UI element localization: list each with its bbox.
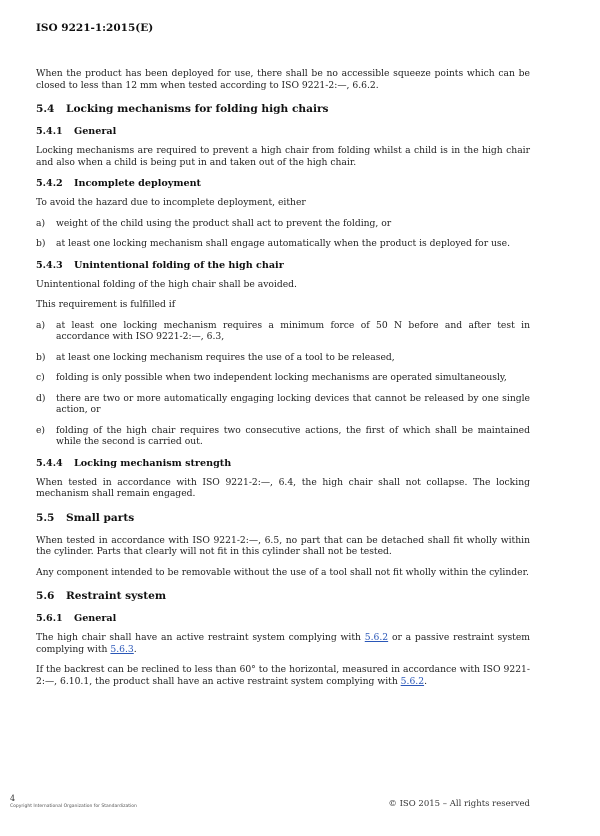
- section-5-4-1-text: Locking mechanisms are required to prevent a high chair from folding whilst a child is in the high chair and also when a child is being put in and taken out of the high chair.: [36, 145, 530, 168]
- intro-paragraph: When the product has been deployed for use, there shall be no accessible squeeze points which can be closed to less than 12 mm when tested according to ISO 9221-2:—, 6.6.2.: [36, 68, 530, 91]
- list-item: a) weight of the child using the product shall act to prevent the folding, or: [36, 217, 392, 229]
- link-5-6-2[interactable]: 5.6.2: [400, 675, 425, 687]
- list-item: e) folding of the high chair requires two consecutive actions, the first of which shall be maintained while the second is carried out.: [36, 424, 530, 447]
- section-5-6-1-text-2: If the backrest can be reclined to less than 60° to the horizontal, measured in accordance with ISO 9221-2:—, 6.10.1, the product shall have an active restraint system complying with 5.6.2.: [36, 664, 530, 687]
- list-item: b) at least one locking mechanism shall engage automatically when the product is deployed for use.: [36, 238, 511, 249]
- document-id-header: ISO 9221-1:2015(E): [36, 22, 154, 34]
- section-5-5-text-2: Any component intended to be removable without the use of a tool shall not fit wholly within the cylinder.: [36, 566, 529, 578]
- section-5-5-text-1: When tested in accordance with ISO 9221-2:—, 6.5, no part that can be detached shall fit wholly within the cylinder. Parts that clearly will not fit in this cylinder shall not be tested.: [36, 534, 530, 557]
- section-5-4-3-heading: 5.4.3 Unintentional folding of the high chair: [36, 259, 284, 271]
- section-5-4-heading: 5.4 Locking mechanisms for folding high chairs: [36, 103, 329, 115]
- list-item: a) at least one locking mechanism requires a minimum force of 50 N before and after test in accordance with ISO 9221-2:—, 6.3,: [36, 319, 530, 342]
- page-number: 4: [10, 794, 16, 803]
- section-5-5-heading: 5.5 Small parts: [36, 511, 135, 524]
- section-5-6-1-text-1: The high chair shall have an active restraint system complying with 5.6.2 or a passive restraint system complying with 5.6.3.: [36, 632, 531, 655]
- list-item: c) folding is only possible when two independent locking mechanisms are operated simultaneously,: [36, 372, 507, 383]
- link-5-6-3[interactable]: 5.6.3: [110, 643, 134, 655]
- section-5-4-4-heading: 5.4.4 Locking mechanism strength: [36, 457, 232, 469]
- section-5-4-3-text-2: This requirement is fulfilled if: [36, 299, 176, 310]
- section-5-4-1-heading: 5.4.1 General: [36, 126, 117, 137]
- section-5-4-2-text: To avoid the hazard due to incomplete deployment, either: [36, 197, 306, 208]
- document-body: [36, 68, 530, 696]
- copyright-notice: © ISO 2015 – All rights reserved: [388, 799, 530, 809]
- section-5-4-3-text-1: Unintentional folding of the high chair shall be avoided.: [36, 278, 297, 290]
- section-5-4-4-text: When tested in accordance with ISO 9221-2:—, 6.4, the high chair shall not collapse. The locking mechanism shall remain engaged.: [36, 476, 530, 499]
- list-item: b) at least one locking mechanism requires the use of a tool to be released,: [36, 351, 395, 363]
- link-5-6-2[interactable]: 5.6.2: [364, 632, 389, 643]
- section-5-6-heading: 5.6 Restraint system: [36, 590, 167, 602]
- section-5-6-1-heading: 5.6.1 General: [36, 613, 117, 624]
- list-item: d) there are two or more automatically engaging locking devices that cannot be released by one single action, or: [36, 392, 530, 415]
- copyright-small-text: Copyright International Organization for Standardization: [10, 804, 137, 809]
- section-5-4-2-heading: 5.4.2 Incomplete deployment: [36, 178, 201, 189]
